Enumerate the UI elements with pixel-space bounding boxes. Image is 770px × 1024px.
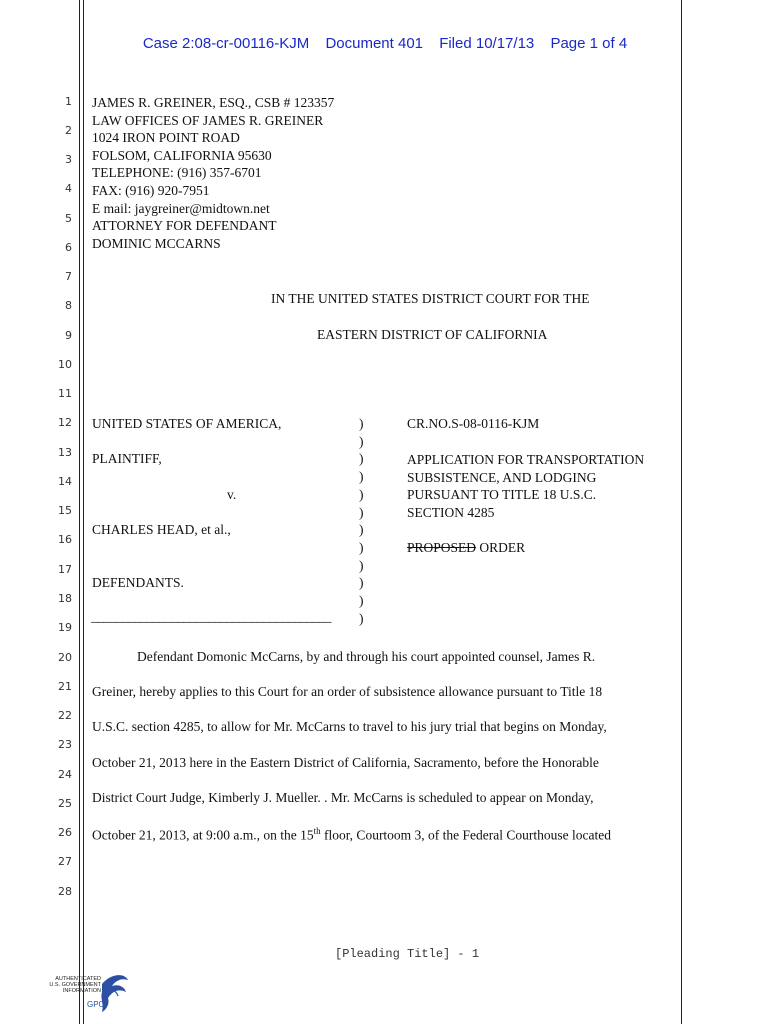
caption-underline: _______________________________________ [91, 609, 331, 624]
versus-label: v. [227, 487, 237, 502]
line-number: 20 [58, 651, 72, 664]
telephone: TELEPHONE: (916) 357-6701 [92, 165, 262, 181]
margin-rule-right [681, 0, 682, 1024]
body-line-3: U.S.C. section 4285, to allow for Mr. McCarns to travel to his jury trial that begins on Monday, [92, 719, 607, 734]
caption-parentheses [359, 415, 364, 627]
line-number: 23 [58, 738, 72, 751]
line-number: 22 [58, 709, 72, 722]
paren: ) [359, 575, 364, 591]
paren: ) [359, 416, 364, 431]
seal-line: INFORMATION [62, 988, 101, 994]
seal-line: AUTHENTICATED [55, 976, 101, 982]
line-number: 7 [65, 270, 72, 283]
city-state-zip: FOLSOM, CALIFORNIA 95630 [92, 147, 272, 163]
attorney-name: JAMES R. GREINER, ESQ., CSB # 123357 [92, 95, 335, 110]
case-header [0, 35, 770, 52]
line-number: 9 [65, 329, 72, 342]
client-name: DOMINIC MCCARNS [92, 235, 221, 251]
line-number: 24 [58, 768, 72, 781]
filed-date: Filed 10/17/13 [439, 35, 535, 52]
court-title-line1: IN THE UNITED STATES DISTRICT COURT FOR THE [271, 291, 590, 306]
document-title-line: SECTION 4285 [407, 505, 495, 521]
email: E mail: jaygreiner@midtown.net [92, 200, 270, 216]
fax: FAX: (916) 920-7951 [92, 182, 210, 198]
ordinal-suffix: th [313, 826, 321, 836]
document-title-line: SUBSISTENCE, AND LODGING [407, 469, 597, 485]
margin-rule-left-outer [79, 0, 80, 1024]
defendant-party: CHARLES HEAD, et al., [92, 522, 231, 537]
body-line-4: October 21, 2013 here in the Eastern District of California, Sacramento, before the Honorable [92, 755, 599, 770]
document-number: Document 401 [325, 35, 424, 52]
pleading-footer: [Pleading Title] - 1 [335, 947, 480, 961]
line-number: 3 [65, 153, 72, 166]
document-title [407, 451, 644, 522]
line-number: 27 [58, 855, 72, 868]
line-number: 25 [58, 797, 72, 810]
line-number: 1 [65, 95, 72, 108]
line-number: 11 [58, 387, 72, 400]
line-number: 16 [58, 533, 72, 546]
line-number: 21 [58, 680, 72, 693]
case-number-caption: CR.NO.S-08-0116-KJM [407, 416, 540, 431]
body-line-2: Greiner, hereby applies to this Court for an order of subsistence allowance pursuant to Title 18 [92, 684, 603, 699]
line-number: 12 [58, 416, 72, 429]
plaintiff-party: UNITED STATES OF AMERICA, [92, 416, 282, 431]
line-number: 10 [58, 358, 72, 371]
paren: ) [359, 539, 364, 555]
street-address: 1024 IRON POINT ROAD [92, 130, 240, 146]
page-indicator: Page 1 of 4 [550, 35, 628, 52]
gpo-authentication-seal [44, 970, 134, 1014]
defendant-role: DEFENDANTS. [92, 575, 184, 590]
paren: ) [359, 451, 364, 467]
line-number: 28 [58, 885, 72, 898]
body-line-1: Defendant Domonic McCarns, by and through his court appointed counsel, James R. [137, 649, 596, 664]
plaintiff-role: PLAINTIFF, [92, 451, 162, 466]
body-line-6 [92, 826, 611, 844]
margin-rule-left-inner [83, 0, 84, 1024]
line-number: 18 [58, 592, 72, 605]
document-title-line: APPLICATION FOR TRANSPORTATION [407, 452, 645, 467]
paren: ) [359, 610, 364, 626]
paren: ) [359, 469, 364, 485]
seal-line: U.S. GOVERNMENT [49, 982, 101, 988]
paren: ) [359, 522, 364, 538]
attorney-for: ATTORNEY FOR DEFENDANT [92, 218, 277, 234]
line-number: 26 [58, 826, 72, 839]
court-title-line2: EASTERN DISTRICT OF CALIFORNIA [317, 327, 548, 342]
line-number: 13 [58, 446, 72, 459]
document-title-line: PURSUANT TO TITLE 18 U.S.C. [407, 487, 597, 503]
paren: ) [359, 433, 364, 449]
line-number: 8 [65, 299, 72, 312]
line-number: 4 [65, 182, 72, 195]
line-number: 5 [65, 212, 72, 225]
law-office: LAW OFFICES OF JAMES R. GREINER [92, 112, 324, 128]
line-number: 6 [65, 241, 72, 254]
body-line-6-start: October 21, 2013, at 9:00 a.m., on the 15 [92, 827, 314, 843]
paren: ) [359, 486, 364, 502]
paren: ) [359, 557, 364, 573]
body-line-5: District Court Judge, Kimberly J. Mueller. . Mr. McCarns is scheduled to appear on Monday, [92, 790, 594, 805]
body-line-6-end: floor, Courtoom 3, of the Federal Courthouse located [320, 827, 612, 843]
line-number: 14 [58, 475, 72, 488]
proposed-order [407, 540, 525, 556]
attorney-block [92, 94, 334, 252]
case-number: Case 2:08-cr-00116-KJM [142, 35, 310, 52]
order-text: ORDER [476, 540, 526, 555]
line-number: 2 [65, 124, 72, 137]
paren: ) [359, 504, 364, 520]
gpo-label: GPO [87, 1000, 105, 1009]
line-number: 19 [58, 621, 72, 634]
paren: ) [359, 593, 364, 609]
line-number: 15 [58, 504, 72, 517]
proposed-struck-text: PROPOSED [407, 540, 477, 555]
line-number: 17 [58, 563, 72, 576]
